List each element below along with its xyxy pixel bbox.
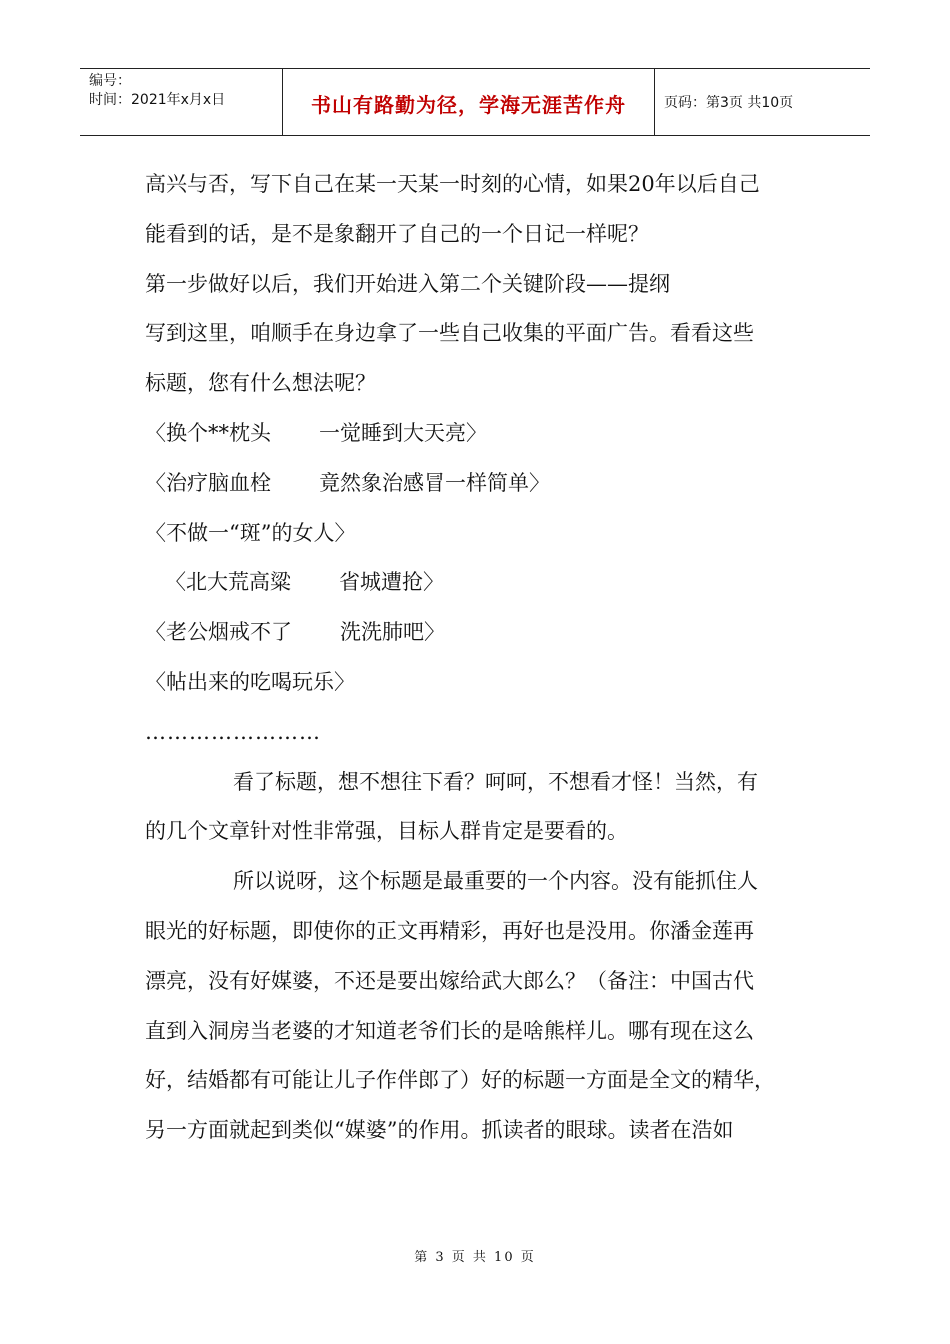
text-line: 写到这里，咱顺手在身边拿了一些自己收集的平面广告。看看这些 — [145, 321, 754, 346]
text-line: 高兴与否，写下自己在某一天某一时刻的心情，如果20年以后自己 — [145, 172, 760, 196]
text-line: 看了标题，想不想往下看？呵呵，不想看才怪！当然，有 — [233, 769, 758, 794]
headline-example — [145, 459, 805, 509]
headline-part: 省城遭抢〉 — [339, 570, 444, 595]
header-motto-cell — [283, 69, 655, 135]
text-line: 能看到的话，是不是象翻开了自己的一个日记一样呢？ — [145, 221, 649, 246]
headline-example — [145, 558, 805, 608]
date-label: 时间：2021年x月x日 — [89, 92, 226, 108]
header-meta — [80, 69, 283, 135]
text-line: 直到入洞房当老婆的才知道老爷们长的是啥熊样儿。哪有现在这么 — [145, 1018, 754, 1043]
header-page-cell — [655, 69, 870, 135]
motto: 书山有路勤为径，学海无涯苦作舟 — [311, 92, 626, 117]
document-body — [145, 160, 805, 1156]
headline-part: 〈北大荒高粱 — [165, 570, 291, 595]
text-line: 眼光的好标题，即使你的正文再精彩，再好也是没用。你潘金莲再 — [145, 918, 754, 943]
headline-part: 〈不做一“斑”的女人〉 — [145, 520, 356, 545]
headline-part: 〈治疗脑血栓 — [145, 470, 271, 495]
ellipsis: …………………… — [145, 719, 321, 744]
headline-example — [145, 409, 805, 459]
headline-part: 洗洗肺吧〉 — [340, 620, 445, 645]
text-line: 标题，您有什么想法呢？ — [145, 371, 376, 396]
headline-example — [145, 608, 805, 658]
headline-part: 竟然象治感冒一样简单〉 — [319, 470, 550, 495]
text-line: 的几个文章针对性非常强，目标人群肯定是要看的。 — [145, 819, 628, 844]
page-label: 页码：第3页 共10页 — [664, 95, 794, 111]
headline-example — [145, 509, 805, 559]
number-label: 编号： — [89, 73, 131, 89]
text-line: 所以说呀，这个标题是最重要的一个内容。没有能抓住人 — [233, 869, 758, 894]
text-line: 漂亮，没有好媒婆，不还是要出嫁给武大郎么？（备注：中国古代 — [145, 968, 754, 993]
page-footer: 第 3 页 共 10 页 — [414, 1250, 536, 1265]
headline-part: 一觉睡到大天亮〉 — [319, 420, 487, 445]
headline-part: 〈老公烟戒不了 — [145, 620, 292, 645]
page-header — [80, 68, 870, 136]
headline-example — [145, 658, 805, 708]
text-line: 另一方面就起到类似“媒婆”的作用。抓读者的眼球。读者在浩如 — [145, 1118, 734, 1143]
text-line: 好，结婚都有可能让儿子作伴郎了）好的标题一方面是全文的精华， — [145, 1068, 775, 1093]
headline-part: 〈换个**枕头 — [145, 420, 271, 445]
headline-part: 〈帖出来的吃喝玩乐〉 — [145, 669, 355, 694]
text-line: 第一步做好以后，我们开始进入第二个关键阶段——提纲 — [145, 271, 670, 296]
